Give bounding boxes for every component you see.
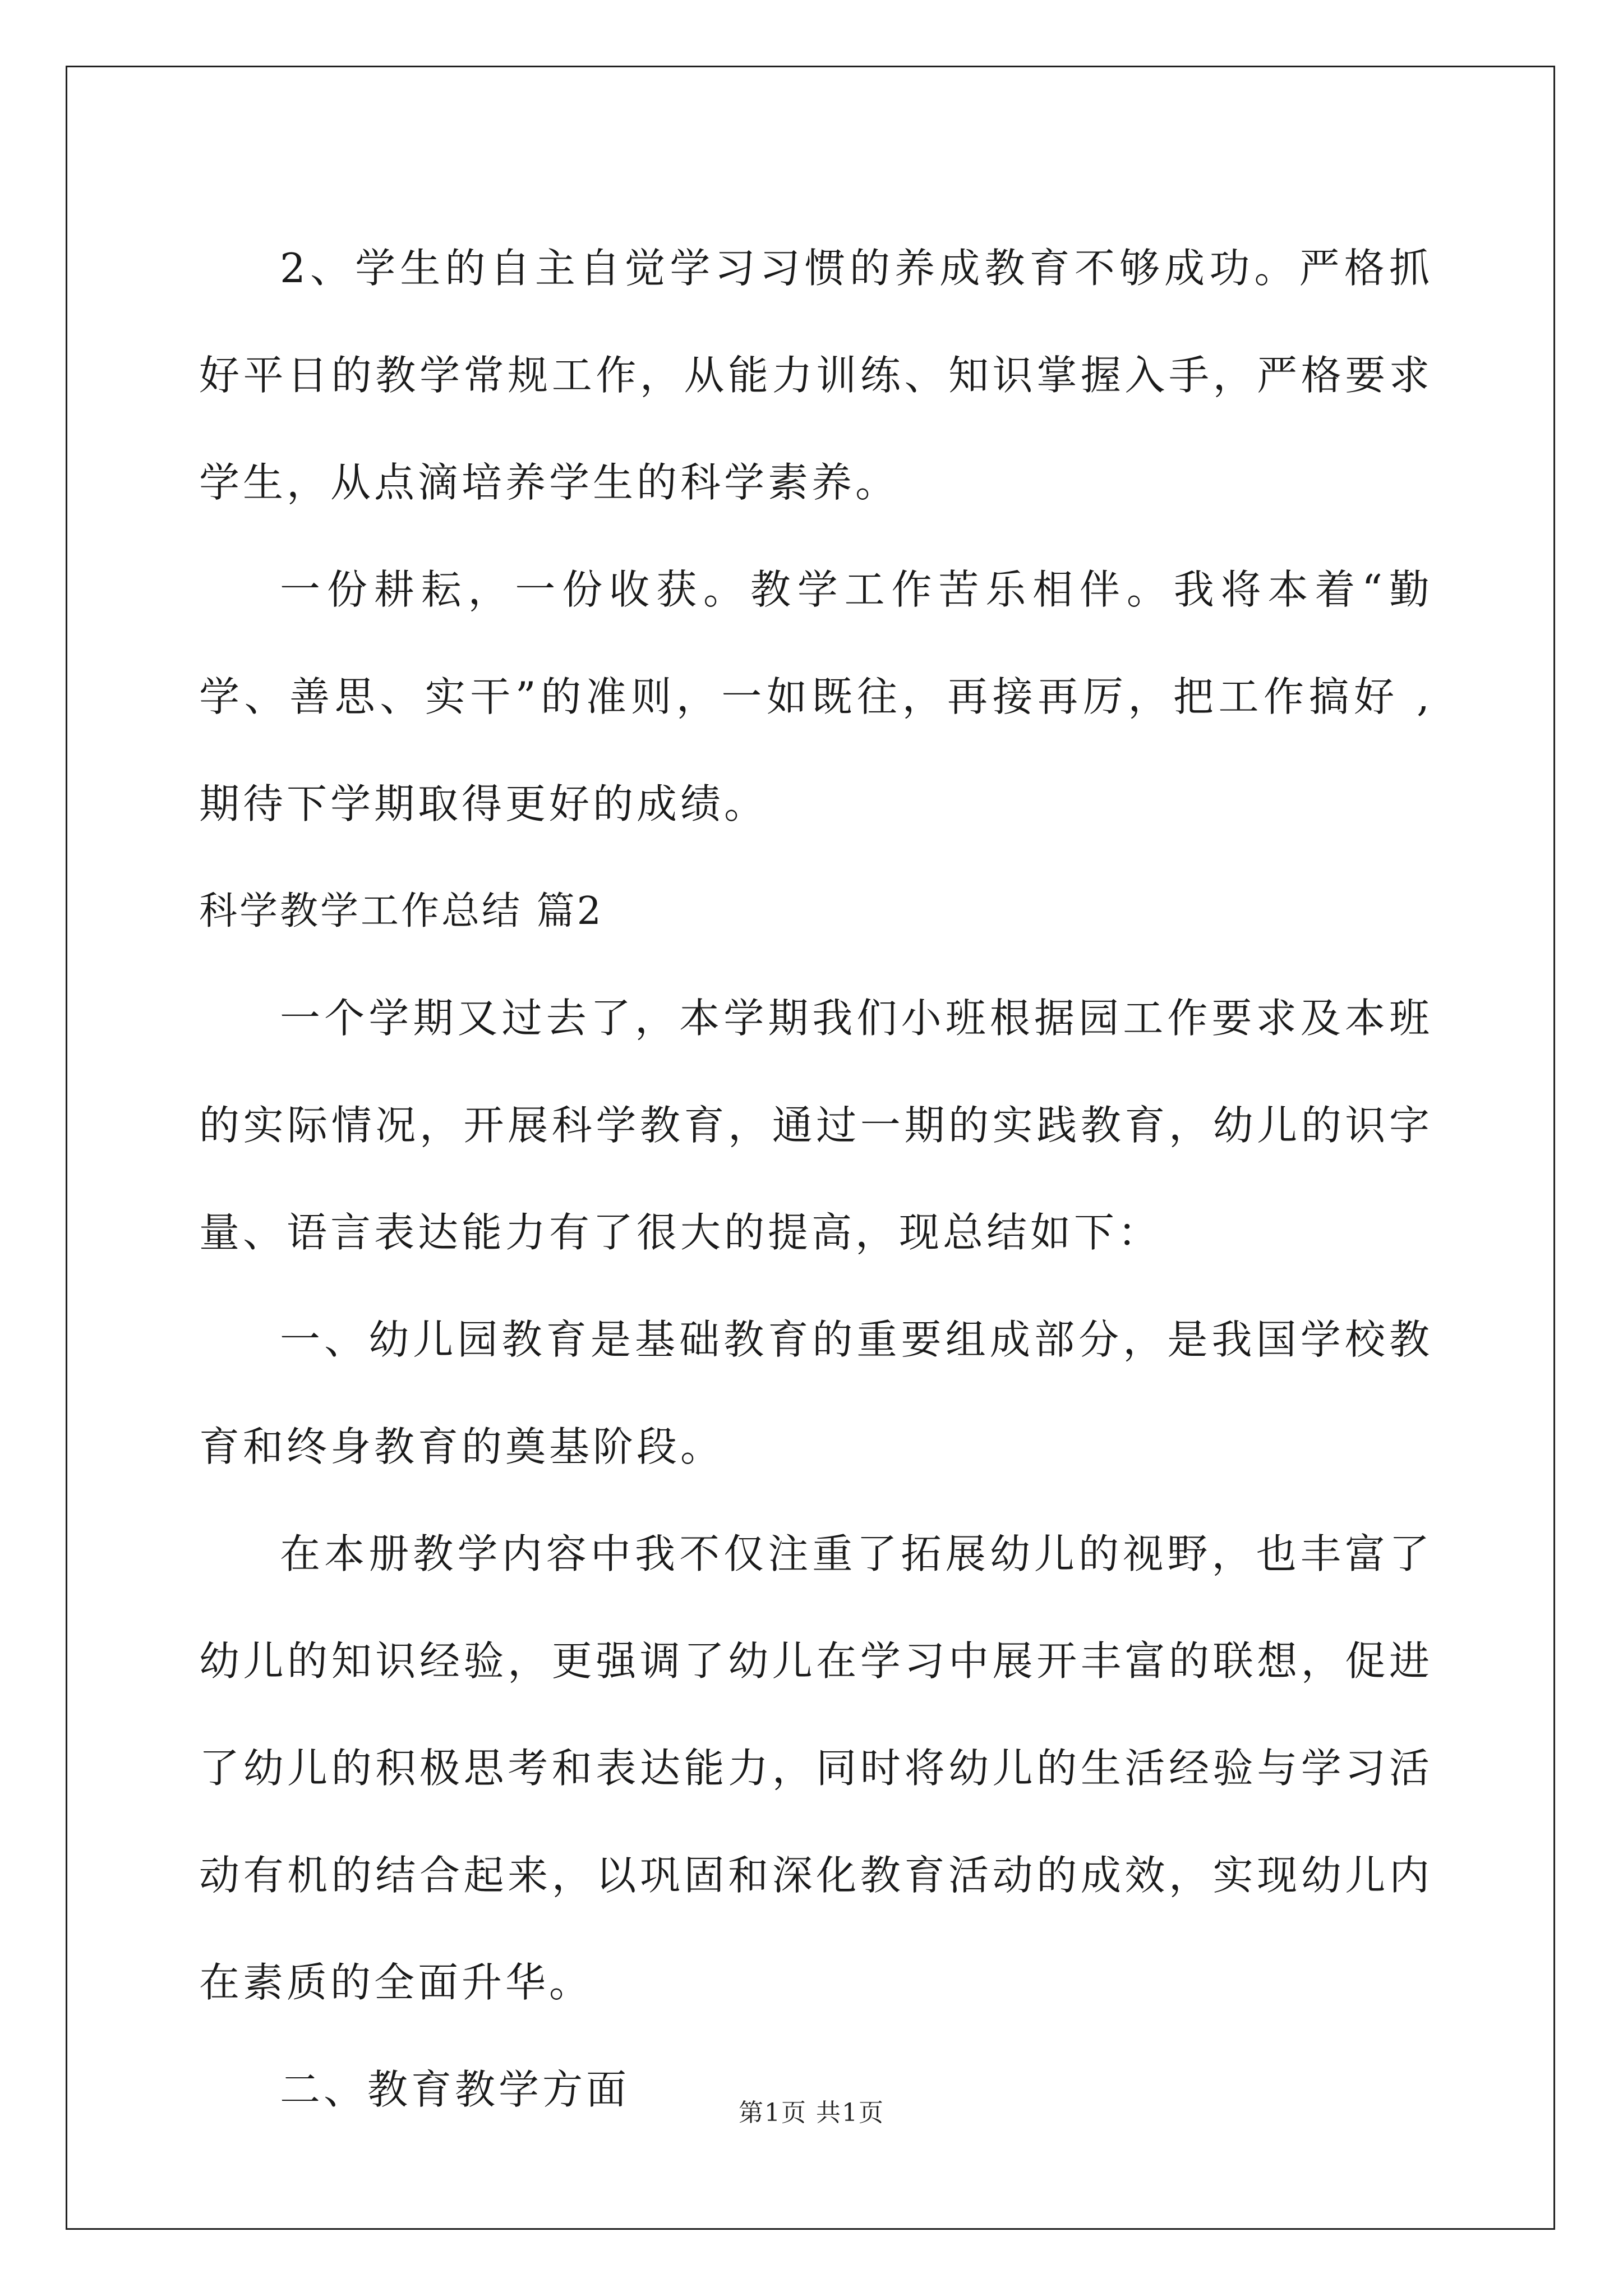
paragraph-semester: 一个学期又过去了，本学期我们小班根据园工作要求及本班的实际情况，开展科学教育，通过一期的实践教育，幼儿的识字量、语言表达能力有了很大的提高，现总结如下： [199, 995, 1433, 1256]
paragraph-self-study: 2、学生的自主自觉学习习惯的养成教育不够成功。严格抓好平日的教学常规工作，从能力训练、知识掌握入手，严格要求学生，从点滴培养学生的科学素养。 [199, 245, 1433, 506]
paragraph-teaching: 二、教育教学方面 [280, 2066, 630, 2113]
section-heading: 科学教学工作总结 篇2 [199, 889, 603, 933]
paragraph-kindergarten: 一、幼儿园教育是基础教育的重要组成部分，是我国学校教育和终身教育的奠基阶段。 [199, 1316, 1433, 1470]
document-body [199, 215, 1433, 2143]
page-footer: 第1页 共1页 [739, 2099, 884, 2127]
paragraph-content: 在本册教学内容中我不仅注重了拓展幼儿的视野，也丰富了幼儿的知识经验，更强调了幼儿在学习中展开丰富的联想，促进了幼儿的积极思考和表达能力，同时将幼儿的生活经验与学习活动有机的结合起来，以巩固和深化教育活动的成效，实现幼儿内在素质的全面升华。 [199, 1530, 1433, 2006]
paragraph-harvest: 一份耕耘，一份收获。教学工作苦乐相伴。我将本着“勤学、善思、实干”的准则，一如既往，再接再厉，把工作搞好 ,期待下学期取得更好的成绩。 [199, 566, 1433, 827]
